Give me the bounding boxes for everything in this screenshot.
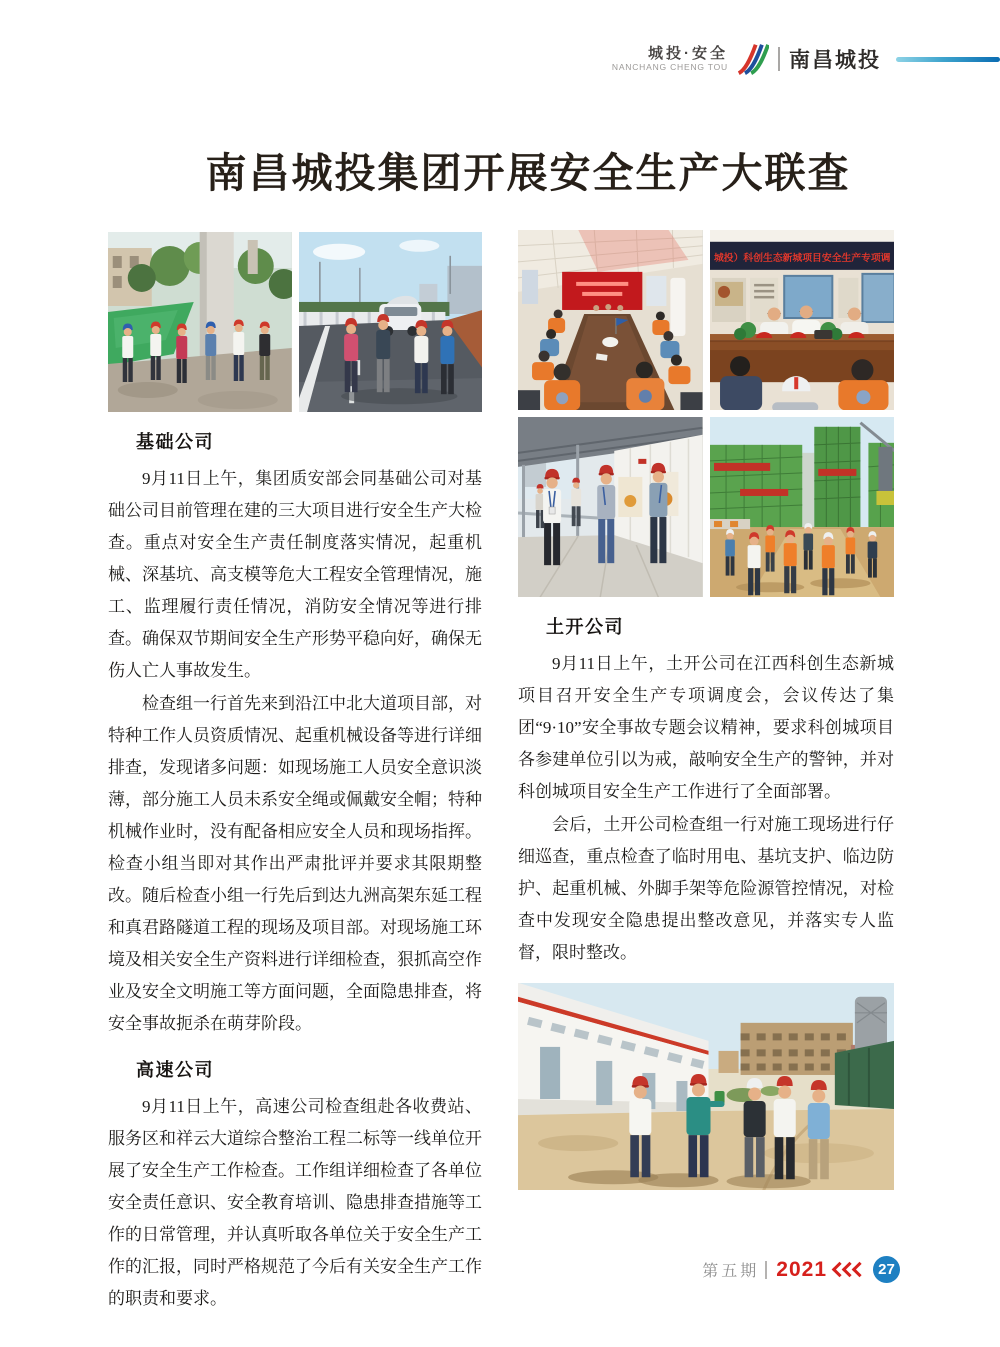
footer-divider — [765, 1261, 767, 1279]
section-heading-gaosu: 高速公司 — [136, 1060, 214, 1080]
photo-new-road-inspection — [299, 232, 483, 412]
paragraph: 会后，土开公司检查组一行对施工现场进行仔细巡查，重点检查了临时用电、基坑支护、临边防护、起重机械、外脚手架等危险源管控情况，对检查中发现安全隐患提出整改意见，并落实专人监督，限时整改。 — [518, 815, 894, 962]
header-divider — [778, 47, 780, 71]
page-footer — [702, 1256, 900, 1283]
page-number-badge: 27 — [873, 1256, 900, 1283]
masthead-title: 南昌城投 — [789, 49, 881, 72]
issue-label: 第五期 — [702, 1263, 760, 1280]
page-header — [612, 42, 1000, 76]
footer-chevrons — [834, 1264, 864, 1275]
section-heading-tukai: 土开公司 — [546, 617, 624, 637]
brand-block — [612, 46, 728, 73]
brand-subtitle: NANCHANG CHENG TOU — [611, 62, 728, 73]
banner-text: 城投）科创生态新城项目安全生产专项调 — [713, 252, 885, 264]
left-photo-grid — [108, 232, 482, 412]
photo-tukai-site-visit — [518, 983, 894, 1190]
right-column — [518, 230, 894, 1190]
right-photo-grid — [518, 230, 894, 597]
chengtou-logo-icon — [737, 42, 769, 76]
paragraph: 检查组一行首先来到沿江中北大道项目部，对特种工作人员资质情况、起重机械设备等进行详细排查，发现诸多问题：如现场施工人员安全意识淡薄，部分施工人员未系安全绳或佩戴安全帽；特种机械作业时，没有配备相应安全人员和现场指挥。检查小组当即对其作出严肃批评并要求其限期整改。随后检查小组一行先后到达九洲高架东延工程和真君路隧道工程的现场及项目部。对现场施工环境及相关安全生产资料进行详细检查，狠抓高空作业及安全文明施工等方面问题，全面隐患排查，将安全事故扼杀在萌芽阶段。 — [108, 694, 482, 1033]
photo-safety-meeting-room — [518, 230, 703, 410]
brand-title: 城投·安全 — [648, 44, 728, 62]
photo-project-dispatch-meeting — [710, 230, 895, 410]
paragraph: 9月11日上午，集团质安部会同基础公司对基础公司目前管理在建的三大项目进行安全生产大检查。重点对安全生产责任制度落实情况，起重机械、深基坑、高支模等危大工程安全管理情况，施工、监理履行责任情况，消防安全情况等进行排查。确保双节期间安全生产形势平稳向好，确保无伤人亡人事故发生。 — [108, 469, 482, 680]
footer-chevron-icon — [852, 1262, 868, 1278]
left-column — [108, 232, 482, 1315]
paragraph: 9月11日上午，土开公司在江西科创生态新城项目召开安全生产专项调度会，会议传达了集团“9·10”安全事故专题会议精神，要求科创城项目各参建单位引以为戒，敲响安全生产的警钟，并对科创城项目安全生产工作进行了全面部署。 — [518, 654, 894, 801]
article-title: 南昌城投集团开展安全生产大联查 — [205, 150, 851, 196]
footer-year: 2021 — [776, 1257, 827, 1281]
photo-site-patrol-scaffold — [710, 417, 895, 597]
photo-walkway-inspection — [518, 417, 703, 597]
paragraph: 9月11日上午，高速公司检查组赴各收费站、服务区和祥云大道综合整治工程二标等一线单位开展了安全生产工作检查。工作组详细检查了各单位安全责任意识、安全教育培训、隐患排查措施等工作的日常管理，并认真听取各单位关于安全生产工作的汇报，同时严格规范了今后有关安全生产工作的职责和要求。 — [108, 1097, 482, 1308]
section-heading-jichu: 基础公司 — [136, 432, 214, 452]
header-accent-line — [896, 57, 1000, 62]
photo-bridge-pier-inspection — [108, 232, 292, 412]
